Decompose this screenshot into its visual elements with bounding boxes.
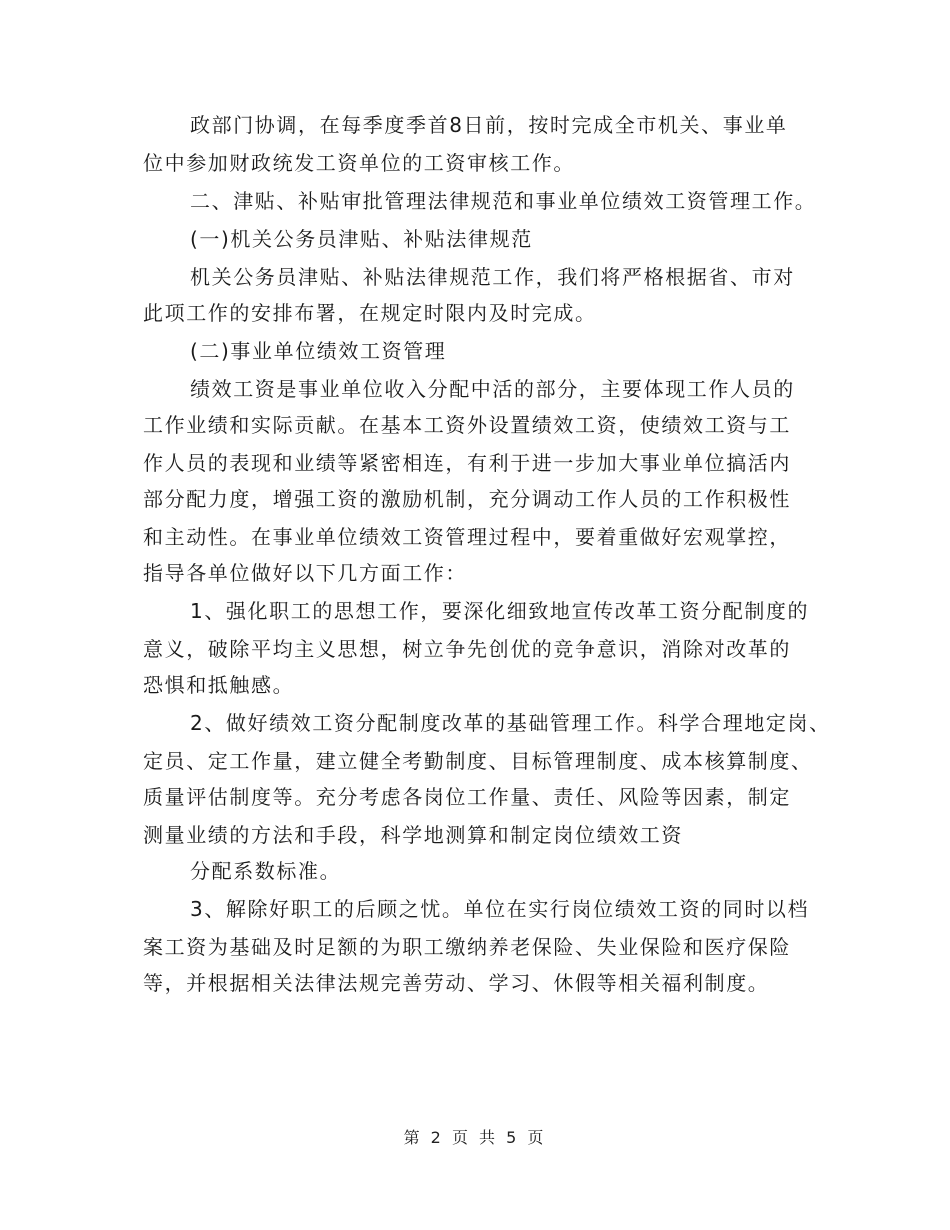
list-item-text: 1、强化职工的思想工作，要深化细致地宣传改革工资分配制度的	[190, 599, 810, 623]
text-line: 恐惧和抵触感。	[143, 673, 295, 697]
text-line: 和主动性。在事业单位绩效工资管理过程中，要着重做好宏观掌控，	[143, 525, 791, 549]
list-item-text: 3、解除好职工的后顾之忧。单位在实行岗位绩效工资的同时以档	[190, 897, 810, 921]
text-line: 质量评估制度等。充分考虑各岗位工作量、责任、风险等因素，制定	[143, 785, 791, 809]
section-heading: 二、津贴、补贴审批管理法律规范和事业单位绩效工资管理工作。	[190, 189, 817, 213]
text-line: 机关公务员津贴、补贴法律规范工作，我们将严格根据省、市对	[190, 265, 795, 289]
text-line: 此项工作的安排布署，在规定时限内及时完成。	[143, 301, 597, 325]
text-line: 等，并根据相关法律法规完善劳动、学习、休假等相关福利制度。	[143, 971, 770, 995]
text-line: 工作业绩和实际贡献。在基本工资外设置绩效工资，使绩效工资与工	[143, 413, 791, 437]
list-item-text: 2、做好绩效工资分配制度改革的基础管理工作。科学合理地定岗、	[190, 711, 831, 735]
text-line: 分配系数标准。	[190, 859, 342, 883]
text-line: 政部门协调，在每季度季首8日前，按时完成全市机关、事业单	[190, 113, 788, 137]
text-line: 位中参加财政统发工资单位的工资审核工作。	[143, 151, 575, 175]
text-line: 部分配力度，增强工资的激励机制，充分调动工作人员的工作积极性	[143, 487, 791, 511]
text-line: 定员、定工作量，建立健全考勤制度、目标管理制度、成本核算制度、	[143, 749, 813, 773]
text-line: 测量业绩的方法和手段，科学地测算和制定岗位绩效工资	[143, 823, 683, 847]
text-line: 案工资为基础及时足额的为职工缴纳养老保险、失业保险和医疗保险	[143, 935, 791, 959]
text-line: 绩效工资是事业单位收入分配中活的部分，主要体现工作人员的	[190, 377, 795, 401]
subsection-heading: (二)事业单位绩效工资管理	[190, 339, 447, 363]
page-number-footer: 第 2 页 共 5 页	[403, 1128, 547, 1147]
text-line: 意义，破除平均主义思想，树立争先创优的竞争意识，消除对改革的	[143, 637, 791, 661]
subsection-heading: (一)机关公务员津贴、补贴法律规范	[190, 227, 533, 251]
text-line: 指导各单位做好以下几方面工作：	[143, 561, 467, 585]
text-line: 作人员的表现和业绩等紧密相连，有利于进一步加大事业单位搞活内	[143, 451, 791, 475]
